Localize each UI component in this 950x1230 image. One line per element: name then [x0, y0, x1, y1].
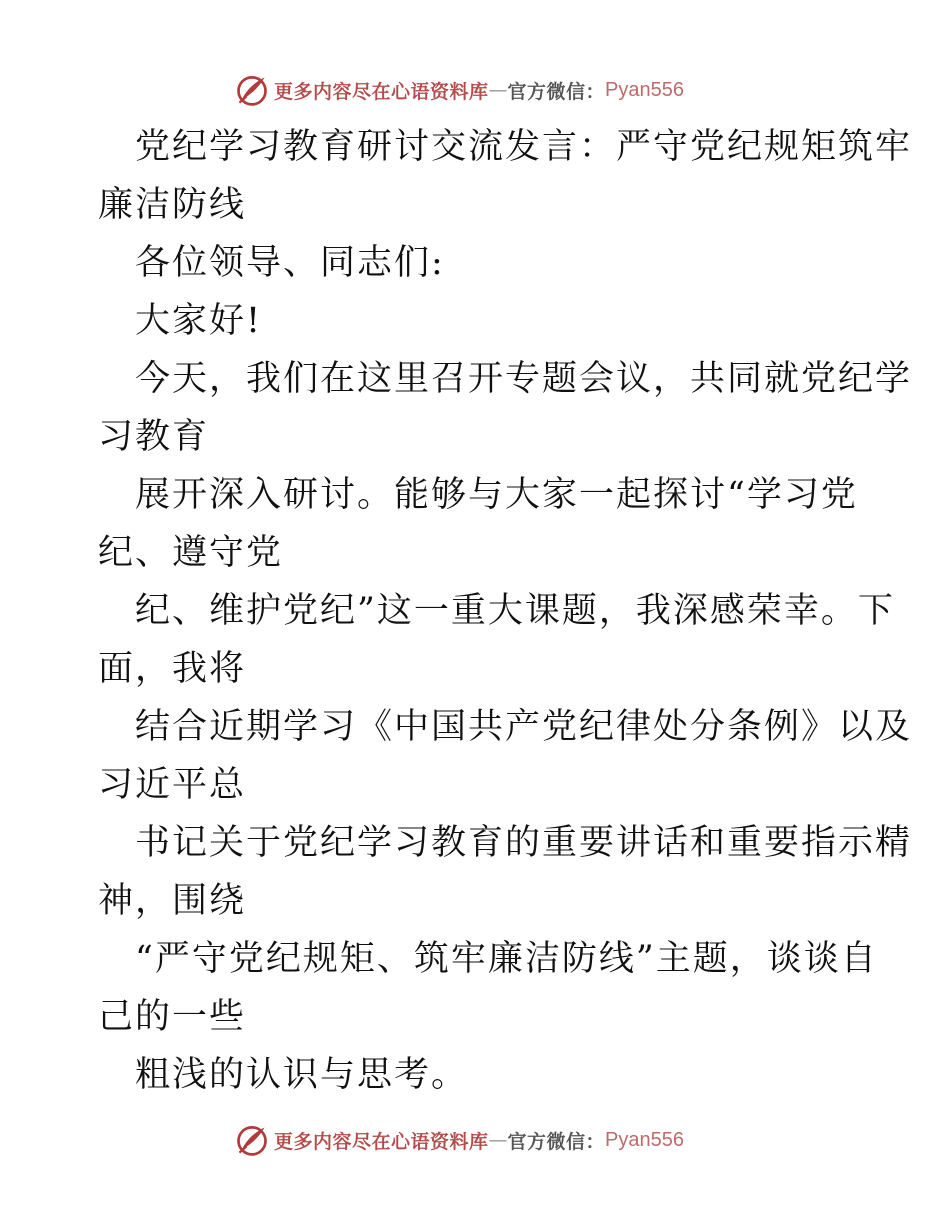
paragraph-line: 面，我将	[98, 649, 247, 689]
watermark-dash: —	[488, 79, 508, 101]
paragraph-line: 粗浅的认识与思考。	[135, 1055, 469, 1095]
header-watermark	[234, 70, 684, 110]
paragraph-line: 结合近期学习《中国共产党纪律处分条例》以及	[135, 707, 913, 747]
watermark-site-text: 更多内容尽在心语资料库	[274, 1130, 489, 1153]
paragraph-line: 纪、遵守党	[98, 533, 284, 573]
watermark-wechat-id: Pyan556	[605, 1128, 684, 1151]
title-line-1: 党纪学习教育研讨交流发言：严守党纪规矩筑牢	[135, 127, 913, 167]
paragraph-line: 纪、维护党纪”这一重大课题，我深感荣幸。下	[135, 591, 895, 631]
quill-circle-logo-icon	[234, 1122, 270, 1158]
footer-watermark	[234, 1120, 684, 1160]
quill-circle-logo-icon	[234, 72, 270, 108]
watermark-wechat-label: 官方微信：	[507, 1130, 606, 1153]
paragraph-line: 展开深入研讨。能够与大家一起探讨“学习党	[135, 475, 858, 515]
watermark-wechat-id: Pyan556	[605, 78, 684, 101]
watermark-dash: —	[488, 1129, 508, 1151]
salutation-line: 各位领导、同志们:	[135, 243, 445, 283]
document-body	[98, 118, 913, 1104]
paragraph-line: 书记关于党纪学习教育的重要讲话和重要指示精	[135, 823, 913, 863]
greeting-line: 大家好!	[135, 301, 263, 341]
paragraph-line: 今天，我们在这里召开专题会议，共同就党纪学	[135, 359, 913, 399]
paragraph-line: 神，围绕	[98, 881, 247, 921]
paragraph-line: 己的一些	[98, 997, 247, 1037]
paragraph-line: 习近平总	[98, 765, 247, 805]
watermark-wechat-label: 官方微信：	[507, 80, 606, 103]
watermark-site-text: 更多内容尽在心语资料库	[274, 80, 489, 103]
title-line-2: 廉洁防线	[98, 185, 247, 225]
paragraph-line: “严守党纪规矩、筑牢廉洁防线”主题，谈谈自	[135, 939, 878, 979]
paragraph-line: 习教育	[98, 417, 210, 457]
